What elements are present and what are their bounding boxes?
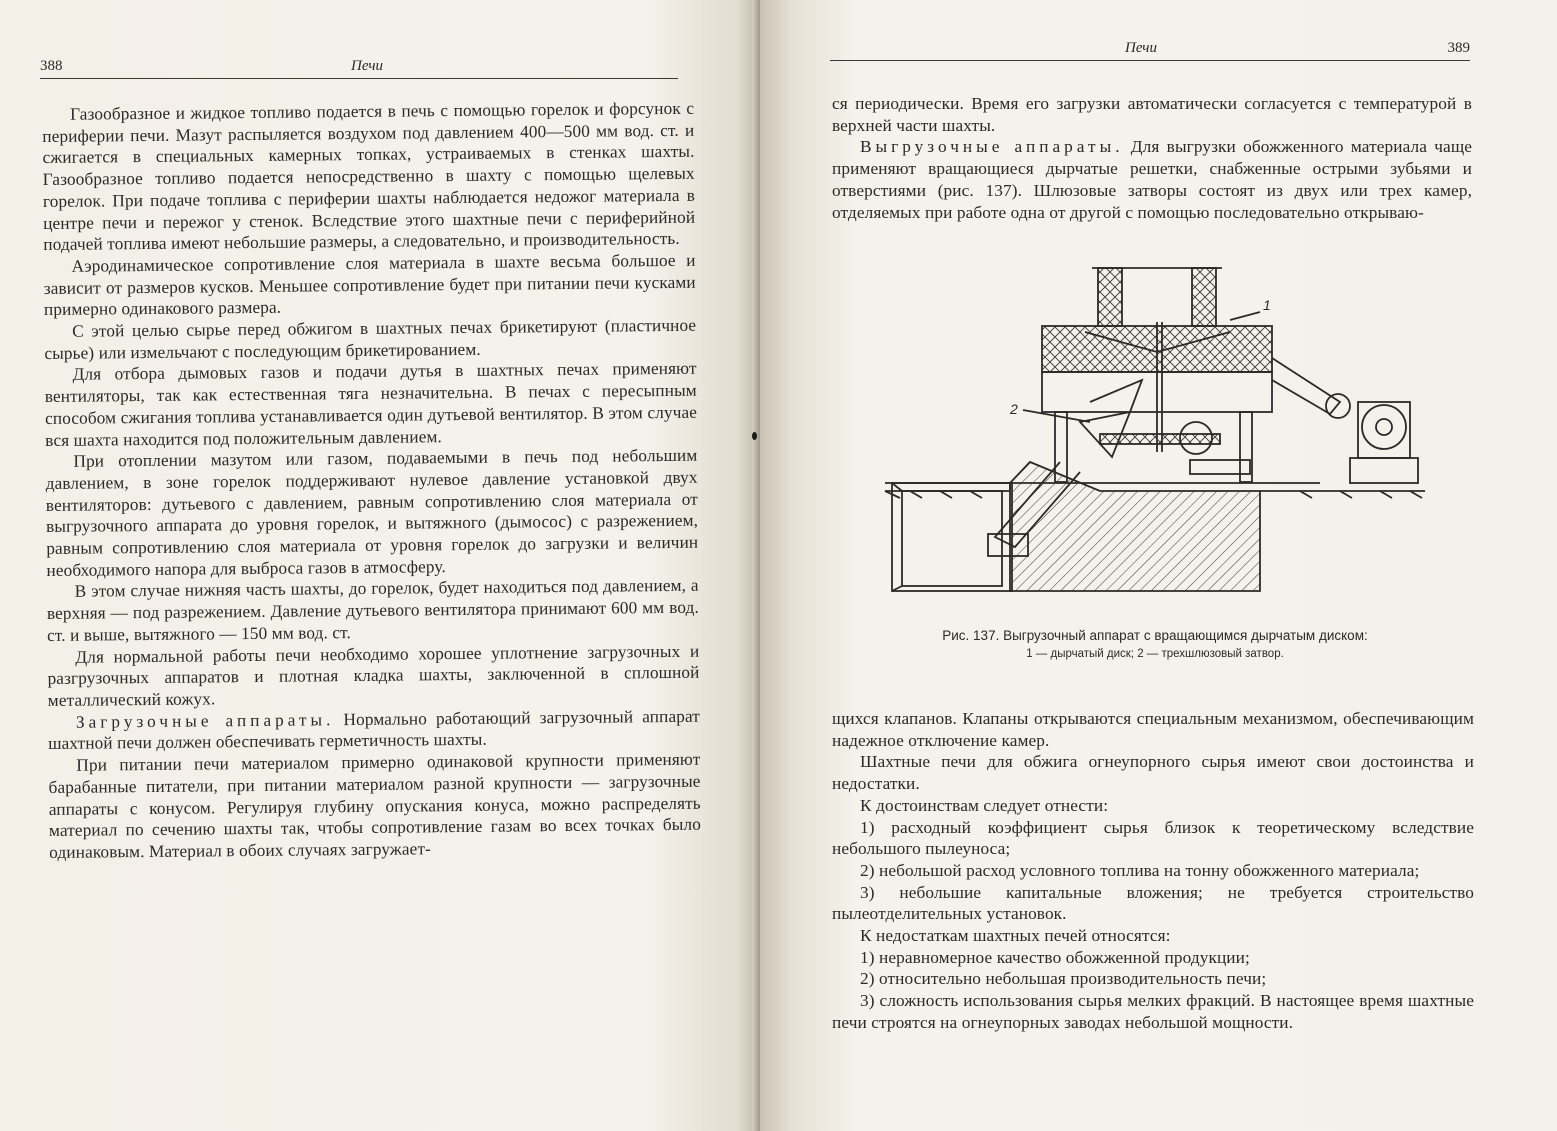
- right-running-title: Печи: [1125, 40, 1157, 56]
- paragraph: ся периодически. Время его загрузки автоматически согласуется с температурой в верхней части шахты.: [832, 94, 1472, 135]
- paragraph: Для отбора дымовых газов и подачи дутья в шахтных печах применяют вентиляторы, так как естественная тяга незначительна. В печах с пересыпным способом сжигания топлива устанавливается один дутьевой вентилятор. В этом случае вся шахта находится под положительным давлением.: [44, 359, 698, 450]
- figure-caption: [840, 626, 1470, 664]
- paragraph: Шахтные печи для обжига огнеупорного сырья имеют свои достоинства и недостатки.: [832, 752, 1474, 794]
- paragraph: С этой целью сырье перед обжигом в шахтных печах брикетируют (пластичное сырье) или измельчают с последующим брикетированием.: [44, 315, 697, 363]
- list-item: 2) относительно небольшая производительность печи;: [860, 969, 1267, 989]
- paragraph-text: Для выгрузки обожженного материала чаще применяют вращающиеся дырчатые решетки, снабженные острыми зубьями и отверстиями (рис. 137). Шлюзовые затворы состоят из двух или трех камер, отделяемых при работе одна от другой с помощью последовательно открываю-: [832, 137, 1472, 222]
- right-body-text-top: [832, 93, 1472, 223]
- list-item: 3) сложность использования сырья мелких фракций. В настоящее время шахтные печи строятся на огнеупорных заводах небольшой мощности.: [832, 991, 1474, 1032]
- left-page-number: 388: [40, 58, 63, 74]
- figure-label-2: 2: [1010, 401, 1018, 417]
- paragraph: Для нормальной работы печи необходимо хорошее уплотнение загрузочных и разгрузочных аппаратов и плотная кладка шахты, заключенной в сплошной металлический кожух.: [47, 641, 700, 710]
- right-page: [760, 0, 1557, 1131]
- paragraph-unloading-devices: [832, 136, 1472, 223]
- right-body-text-bottom: [832, 708, 1474, 1034]
- paragraph: Газообразное и жидкое топливо подается в печь с помощью горелок и форсунок с периферии печи. Мазут распыляется воздухом под давлением 400—500 мм вод. ст. и сжигается в специальных камерных топках, устраиваемых в стенках шахты. Газообразное топливо подается непосредственно в шахту с помощью щелевых горелок. При подаче топлива с периферии шахты наблюдается недожог материала в центре печи и пережог у стенок. Вследствие этого шахтные печи с периферийной подачей топлива имеют небольшие размеры, а следовательно, и производительность.: [42, 98, 696, 255]
- list-item: 1) неравномерное качество обожженной продукции;: [860, 947, 1250, 967]
- left-running-title: Печи: [351, 58, 383, 74]
- list-item: 3) небольшие капитальные вложения; не требуется строительство пылеотделительных установок.: [832, 882, 1474, 924]
- paragraph: К достоинствам следует отнести:: [860, 795, 1109, 815]
- paragraph: В этом случае нижняя часть шахты, до горелок, будет находиться под давлением, а верхняя — под разрежением. Давление дутьевого вентилятора принимают 600 мм вод. ст. и выше, вытяжного — 150 мм вод. ст.: [46, 576, 699, 645]
- paragraph-loading-devices: [48, 705, 700, 755]
- list-item: 2) небольшой расход условного топлива на тонну обожженного материала;: [860, 860, 1420, 880]
- paragraph: При отоплении мазутом или газом, подаваемыми в печь под небольшим давлением, в зоне горелок поддерживают нулевое давление установкой двух вентиляторов: дутьевого с давлением, равным сопротивлению слоя материала от выгрузочного аппарата до уровня горелок, и вытяжного (дымосос) с разрежением, равным сопротивлению слоя материала от уровня горелок до загрузки и величин необходимого напора для выброса газов в атмосферу.: [45, 445, 699, 580]
- right-running-head: [830, 40, 1470, 61]
- paragraph: щихся клапанов. Клапаны открываются специальным механизмом, обеспечивающим надежное отключение камер.: [832, 709, 1474, 750]
- paragraph: Аэродинамическое сопротивление слоя материала в шахте весьма большое и зависит от размеров кусков. Меньшее сопротивление будет при питании печи кусками примерно одинакового размера.: [43, 250, 696, 320]
- right-page-number: 389: [1447, 40, 1470, 56]
- list-item: 1) расходный коэффициент сырья близок к теоретическому вследствие небольшого пылеуноса;: [832, 817, 1474, 859]
- figure-label-1: 1: [1263, 297, 1271, 313]
- paragraph: К недостаткам шахтных печей относятся:: [860, 926, 1171, 946]
- figure-137-drawing: [880, 262, 1440, 602]
- caption-title: Рис. 137. Выгрузочный аппарат с вращающимся дырчатым диском:: [942, 628, 1368, 643]
- paragraph-text: Нормально работающий загрузочный аппарат шахтной печи должен обеспечивать герметичность шахты.: [48, 706, 700, 754]
- section-heading-loading: Загрузочные аппараты.: [75, 709, 335, 732]
- section-heading-unloading: Выгрузочные аппараты.: [860, 137, 1124, 157]
- paragraph: При питании печи материалом примерно одинаковой крупности применяют барабанные питатели, при питании материалом разной крупности — загрузочные аппараты с конусом. Регулируя глубину опускания конуса, можно распределять материал по сечению шахты так, чтобы сопротивление газам во всех точках было одинаковым. Материал в обоих случаях загружает-: [48, 749, 702, 862]
- left-running-head: [40, 58, 678, 79]
- ink-speck: [752, 432, 757, 440]
- caption-legend: 1 — дырчатый диск; 2 — трехшлюзовый затвор.: [1026, 648, 1284, 660]
- left-body-text: [42, 98, 701, 864]
- left-page: [0, 0, 760, 1131]
